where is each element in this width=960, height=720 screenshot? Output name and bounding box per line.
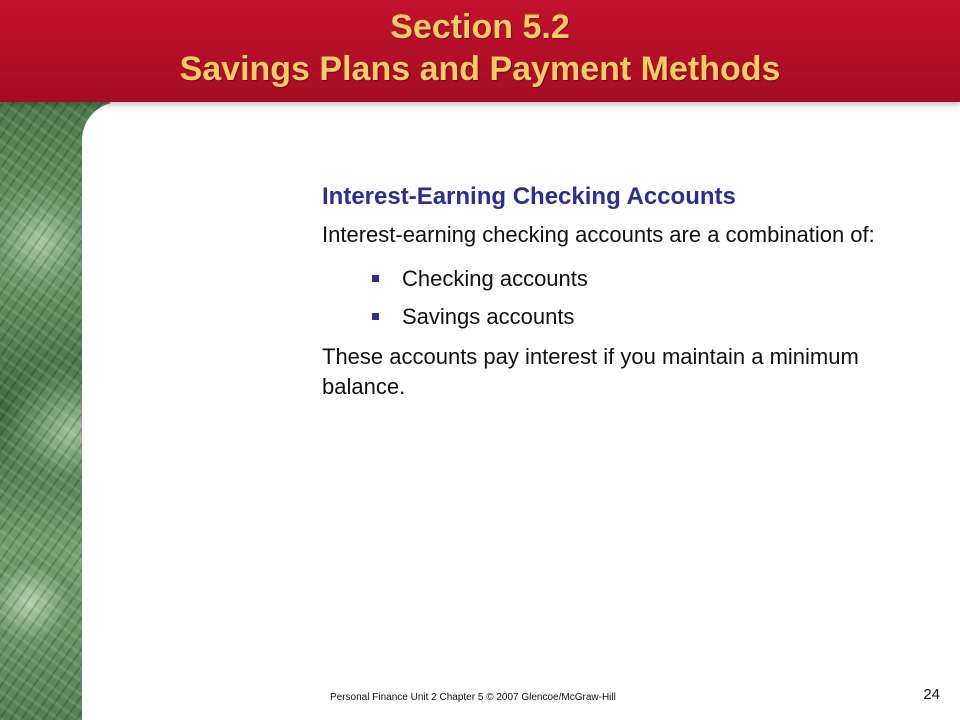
footer-credit: Personal Finance Unit 2 Chapter 5 © 2007 Glencoe/McGraw-Hill [330, 692, 616, 703]
bullet-text: Checking accounts [402, 266, 588, 291]
header-band [0, 0, 960, 102]
bullet-text: Savings accounts [402, 304, 575, 329]
bullet-list [322, 260, 882, 336]
subheading: Interest-Earning Checking Accounts [322, 183, 736, 210]
title-line-2: Savings Plans and Payment Methods [179, 50, 781, 88]
slide-title [0, 6, 960, 90]
bullet-item [322, 298, 882, 336]
square-bullet-icon [372, 275, 379, 282]
title-line-1: Section 5.2 [390, 8, 570, 46]
bullet-item [322, 260, 882, 298]
intro-text: Interest-earning checking accounts are a combination of: [322, 222, 875, 247]
closing-text: These accounts pay interest if you maintain a minimum balance. [322, 344, 859, 399]
page-number: 24 [923, 686, 940, 703]
slide-body [322, 180, 882, 412]
square-bullet-icon [372, 313, 379, 320]
